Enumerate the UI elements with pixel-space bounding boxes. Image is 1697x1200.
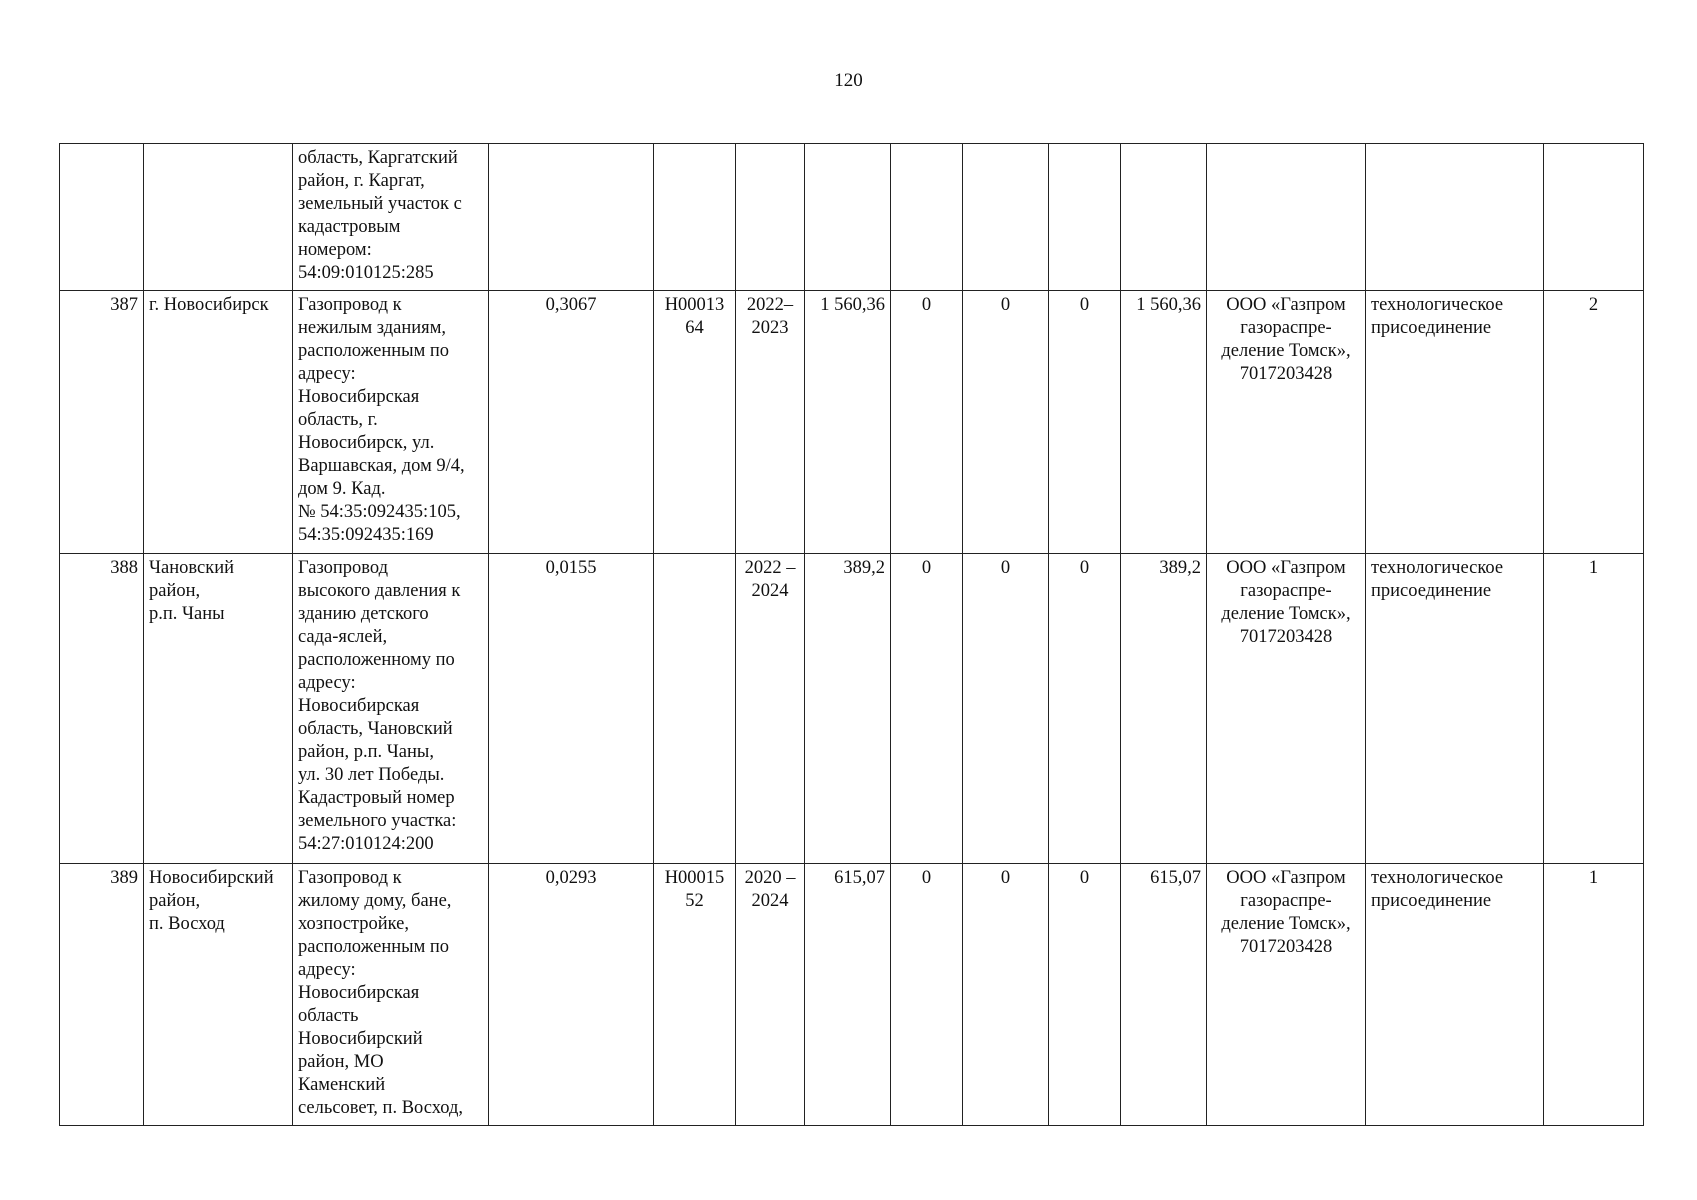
organization-cell <box>1207 144 1366 291</box>
code-cell: Н00015 52 <box>654 864 736 1126</box>
count-cell: 1 <box>1544 554 1644 864</box>
cost-other-cell: 389,2 <box>1121 554 1207 864</box>
count-cell <box>1544 144 1644 291</box>
object-description-cell: Газопровод к жилому дому, бане, хозпостройке, расположенным по адресу: Новосибирская область Новосибирский район, МО Каменский сельсовет, п. Восход, <box>293 864 489 1126</box>
code-cell: Н00013 64 <box>654 291 736 554</box>
value-cell-c: 0 <box>1049 291 1121 554</box>
basis-cell <box>1366 144 1544 291</box>
basis-cell: технологическое присоединение <box>1366 291 1544 554</box>
cost-total-cell: 389,2 <box>805 554 891 864</box>
object-description-cell: Газопровод высокого давления к зданию детского сада-яслей, расположенному по адресу: Новосибирская область, Чановский район, р.п. Чаны, ул. 30 лет Победы. Кадастровый номер земельного участка: 54:27:010124:200 <box>293 554 489 864</box>
value-cell-b: 0 <box>963 291 1049 554</box>
code-cell <box>654 144 736 291</box>
code-cell <box>654 554 736 864</box>
object-description-cell: Газопровод к нежилым зданиям, расположенным по адресу: Новосибирская область, г. Новосибирск, ул. Варшавская, дом 9/4, дом 9. Кад. № 54:35:092435:105, 54:35:092435:169 <box>293 291 489 554</box>
value-cell-a: 0 <box>891 864 963 1126</box>
cost-other-cell: 1 560,36 <box>1121 291 1207 554</box>
length-cell: 0,0293 <box>489 864 654 1126</box>
cost-other-cell <box>1121 144 1207 291</box>
table-row <box>60 554 1644 864</box>
row-number-cell: 387 <box>60 291 144 554</box>
row-number-cell: 389 <box>60 864 144 1126</box>
value-cell-c: 0 <box>1049 864 1121 1126</box>
table-row <box>60 864 1644 1126</box>
table-row <box>60 291 1644 554</box>
value-cell-b: 0 <box>963 554 1049 864</box>
table-row <box>60 144 1644 291</box>
cost-total-cell: 615,07 <box>805 864 891 1126</box>
count-cell: 1 <box>1544 864 1644 1126</box>
locality-cell: Чановский район, р.п. Чаны <box>144 554 293 864</box>
organization-cell: ООО «Газпром газораспре- деление Томск», 7017203428 <box>1207 554 1366 864</box>
row-number-cell <box>60 144 144 291</box>
count-cell: 2 <box>1544 291 1644 554</box>
object-description-cell: область, Каргатский район, г. Каргат, земельный участок с кадастровым номером: 54:09:010125:285 <box>293 144 489 291</box>
cost-total-cell: 1 560,36 <box>805 291 891 554</box>
length-cell: 0,3067 <box>489 291 654 554</box>
locality-cell <box>144 144 293 291</box>
period-cell <box>736 144 805 291</box>
row-number-cell: 388 <box>60 554 144 864</box>
cost-total-cell <box>805 144 891 291</box>
organization-cell: ООО «Газпром газораспре- деление Томск», 7017203428 <box>1207 864 1366 1126</box>
length-cell: 0,0155 <box>489 554 654 864</box>
value-cell-b: 0 <box>963 864 1049 1126</box>
gas-pipeline-register-table <box>59 143 1644 1126</box>
basis-cell: технологическое присоединение <box>1366 554 1544 864</box>
length-cell <box>489 144 654 291</box>
period-cell: 2020 – 2024 <box>736 864 805 1126</box>
value-cell-a <box>891 144 963 291</box>
period-cell: 2022– 2023 <box>736 291 805 554</box>
value-cell-c <box>1049 144 1121 291</box>
value-cell-c: 0 <box>1049 554 1121 864</box>
value-cell-b <box>963 144 1049 291</box>
locality-cell: Новосибирский район, п. Восход <box>144 864 293 1126</box>
page-number: 120 <box>834 70 863 91</box>
value-cell-a: 0 <box>891 554 963 864</box>
locality-cell: г. Новосибирск <box>144 291 293 554</box>
organization-cell: ООО «Газпром газораспре- деление Томск», 7017203428 <box>1207 291 1366 554</box>
period-cell: 2022 – 2024 <box>736 554 805 864</box>
value-cell-a: 0 <box>891 291 963 554</box>
basis-cell: технологическое присоединение <box>1366 864 1544 1126</box>
cost-other-cell: 615,07 <box>1121 864 1207 1126</box>
